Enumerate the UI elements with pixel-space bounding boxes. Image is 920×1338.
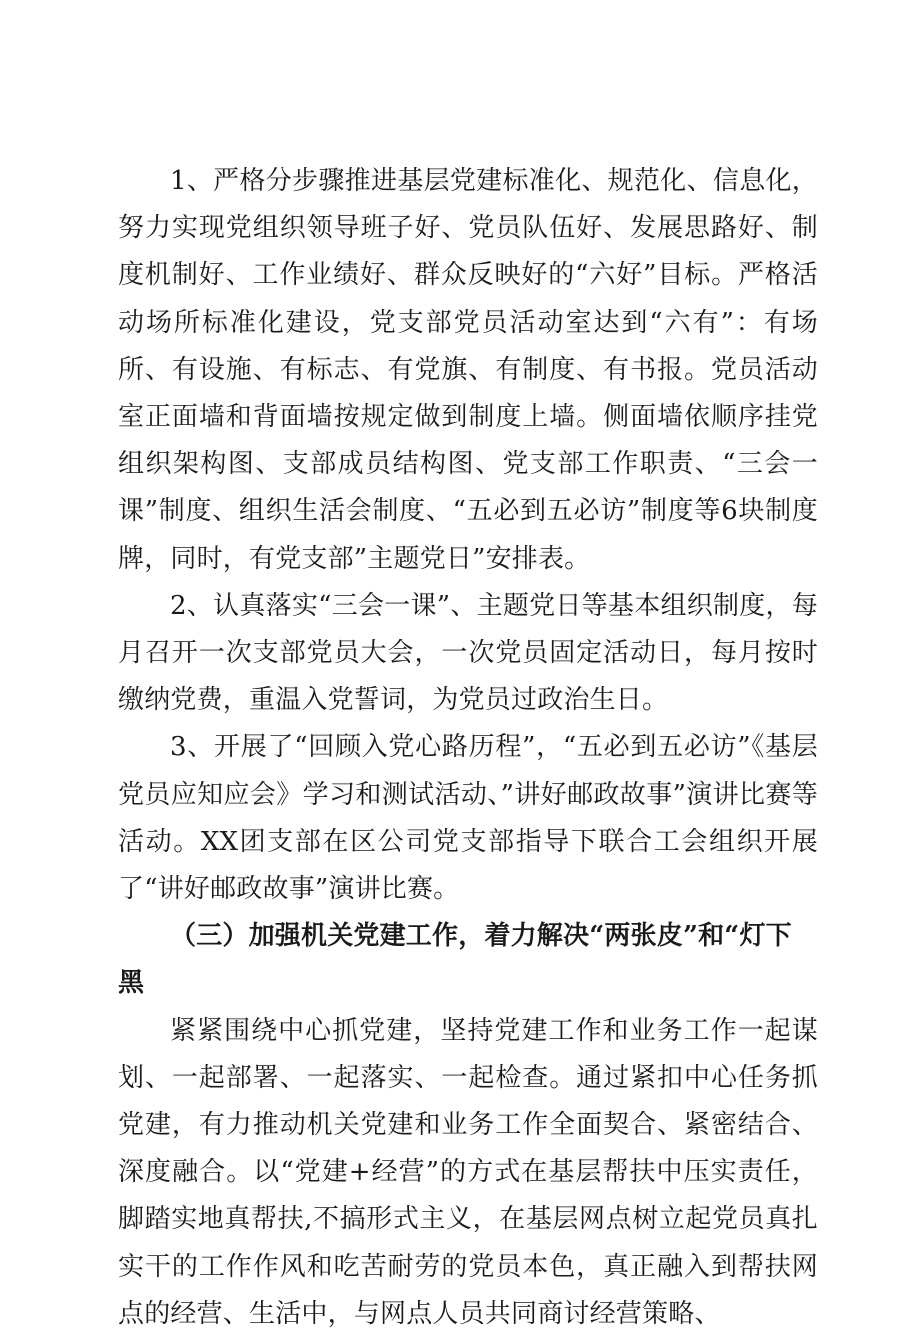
paragraph-item-2: 2、认真落实“三会一课”、主题党日等基本组织制度，每月召开一次支部党员大会，一次党员固定活动日，每月按时缴纳党费，重温入党誓词，为党员过政治生日。: [118, 590, 818, 716]
body-paragraph: 紧紧围绕中心抓党建，坚持党建工作和业务工作一起谋划、一起部署、一起落实、一起检查。通过紧扣中心任务抓党建，有力推动机关党建和业务工作全面契合、紧密结合、深度融合。以“党建+经营”的方式在基层帮扶中压实责任，脚踏实地真帮扶,不搞形式主义，在基层网点树立起党员真扎实干的工作作风和吃苦耐劳的党员本色，真正融入到帮扶网点的经营、生活中，与网点人员共同商讨经营策略、: [118, 1015, 818, 1329]
paragraph-item-1: 1、严格分步骤推进基层党建标准化、规范化、信息化，努力实现党组织领导班子好、党员队伍好、发展思路好、制度机制好、工作业绩好、群众反映好的“六好”目标。严格活动场所标准化建设，党支部党员活动室达到“六有”：有场所、有设施、有标志、有党旗、有制度、有书报。党员活动室正面墙和背面墙按规定做到制度上墙。侧面墙依顺序挂党组织架构图、支部成员结构图、党支部工作职责、“三会一课”制度、组织生活会制度、“五必到五必访”制度等6块制度牌，同时，有党支部”主题党日”安排表。: [118, 166, 818, 574]
paragraph-item-3: 3、开展了“回顾入党心路历程”，“五必到五必访”《基层党员应知应会》学习和测试活动、”讲好邮政故事”演讲比赛等活动。XX团支部在区公司党支部指导下联合工会组织开展了“讲好邮政故事”演讲比赛。: [118, 732, 818, 905]
document-page: [118, 158, 818, 1338]
section-heading: （三）加强机关党建工作，着力解决“两张皮”和“灯下黑: [118, 921, 792, 999]
